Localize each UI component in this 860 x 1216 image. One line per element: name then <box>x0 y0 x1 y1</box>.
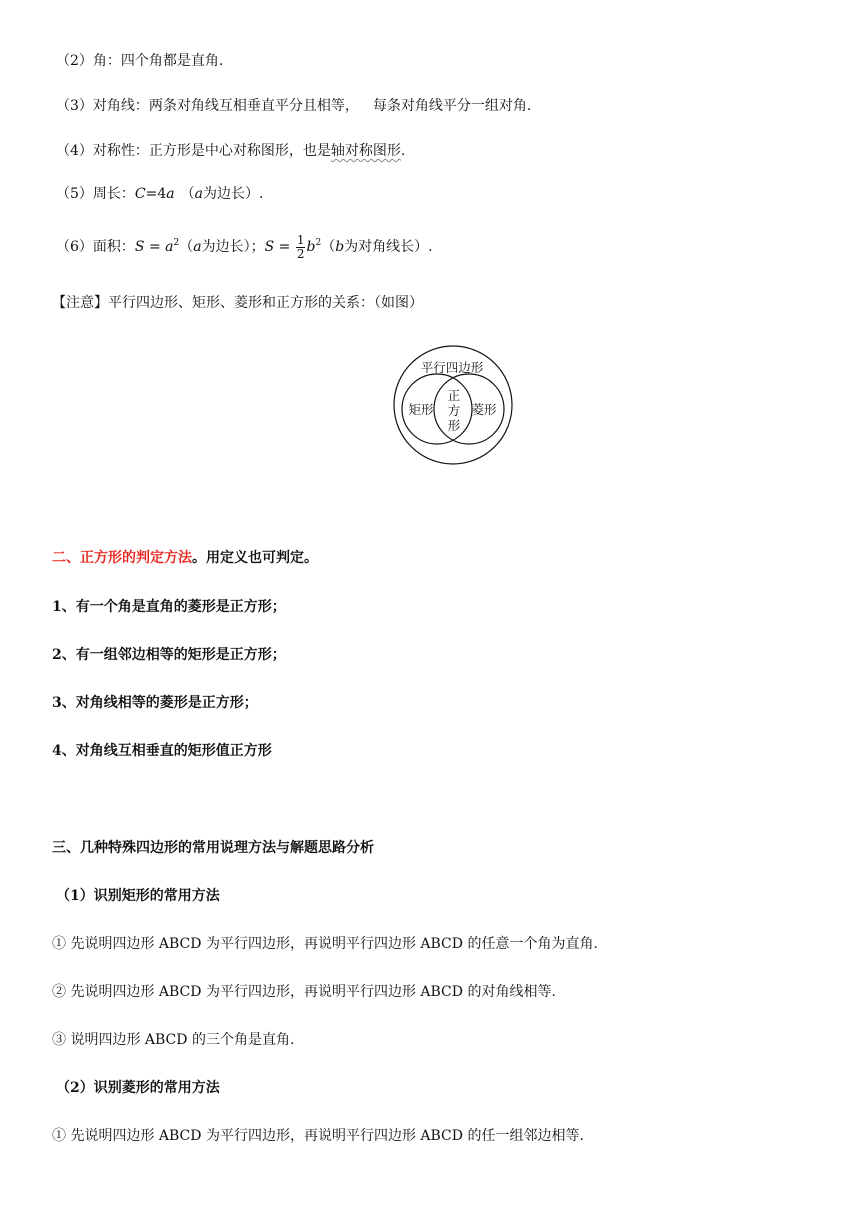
perimeter-note-open: （ <box>180 186 195 202</box>
section2-title-red: 二、正方形的判定方法 <box>52 550 192 566</box>
square-label-char-1: 正 <box>447 388 461 403</box>
property-symmetry-text: （4）对称性：正方形是中心对称图形，也是 <box>56 143 331 159</box>
rhombus-label: 菱形 <box>471 402 497 417</box>
area-S1: S <box>134 239 145 255</box>
perimeter-a: a <box>166 186 175 202</box>
area-note1-rest: 为边长）； <box>201 239 265 255</box>
axis-symmetry-term: 轴对称图形 <box>330 143 401 159</box>
rectangle-label: 矩形 <box>408 402 434 417</box>
section3-sub1: （1）识别矩形的常用方法 <box>56 888 220 904</box>
area-S2: S <box>264 239 275 255</box>
criterion-item: 2、有一组邻边相等的矩形是正方形； <box>52 647 286 663</box>
section3-title: 三、几种特殊四边形的常用说理方法与解题思路分析 <box>52 840 374 856</box>
area-note1-open: （ <box>179 239 194 255</box>
perimeter-note-var: a <box>194 186 203 202</box>
area-a: a <box>165 239 174 255</box>
area-note2-open: （ <box>321 239 336 255</box>
rect-method-item: ① 先说明四边形 ABCD 为平行四边形，再说明平行四边形 ABCD 的任意一个角为直角. <box>52 936 598 952</box>
square-label-char-3: 形 <box>447 418 461 433</box>
parallelogram-label: 平行四边形 <box>420 360 484 375</box>
section3-sub2: （2）识别菱形的常用方法 <box>56 1080 220 1096</box>
area-note1-var: a <box>193 239 202 255</box>
perimeter-C: C <box>134 186 146 202</box>
property-symmetry <box>56 141 405 161</box>
criterion-item: 3、对角线相等的菱形是正方形； <box>52 695 258 711</box>
rect-method-item: ② 先说明四边形 ABCD 为平行四边形，再说明平行四边形 ABCD 的对角线相等. <box>52 984 556 1000</box>
area-note2-var: b <box>335 239 345 255</box>
area-b: b <box>306 239 316 255</box>
area-exp1: 2 <box>173 238 180 248</box>
fraction-numerator: 1 <box>296 232 305 247</box>
area-fraction <box>296 234 306 261</box>
property-diagonal <box>56 96 531 116</box>
property-symmetry-end: . <box>400 143 406 159</box>
venn-diagram <box>391 343 515 467</box>
perimeter-note-rest: 为边长）. <box>203 186 264 202</box>
property-area <box>56 230 433 264</box>
fraction-denominator: 2 <box>296 246 305 261</box>
note-relationship: 【注意】平行四边形、矩形、菱形和正方形的关系：（如图） <box>52 295 423 311</box>
perimeter-label: （5）周长： <box>56 186 135 202</box>
square-label-char-2: 方 <box>447 403 461 418</box>
rhombus-method-item: ① 先说明四边形 ABCD 为平行四边形，再说明平行四边形 ABCD 的任一组邻边相等. <box>52 1128 584 1144</box>
property-diagonal-text: （3）对角线：两条对角线互相垂直平分且相等， <box>56 98 359 114</box>
area-label: （6）面积： <box>56 239 135 255</box>
rect-method-item: ③ 说明四边形 ABCD 的三个角是直角. <box>52 1032 295 1048</box>
perimeter-eq: =4 <box>145 186 167 202</box>
section2-title <box>52 548 318 568</box>
area-note2-rest: 为对角线长）. <box>344 239 433 255</box>
property-angle: （2）角：四个角都是直角. <box>56 53 224 69</box>
criterion-item: 4、对角线互相垂直的矩形值正方形 <box>52 743 272 759</box>
criterion-item: 1、有一个角是直角的菱形是正方形； <box>52 599 286 615</box>
area-exp2: 2 <box>315 238 322 248</box>
area-eq1: = <box>144 239 166 255</box>
area-eq2: = <box>274 239 295 255</box>
property-diagonal-text-2: 每条对角线平分一组对角. <box>372 98 532 114</box>
section2-title-black: 。用定义也可判定。 <box>192 550 318 566</box>
property-perimeter <box>56 184 263 204</box>
